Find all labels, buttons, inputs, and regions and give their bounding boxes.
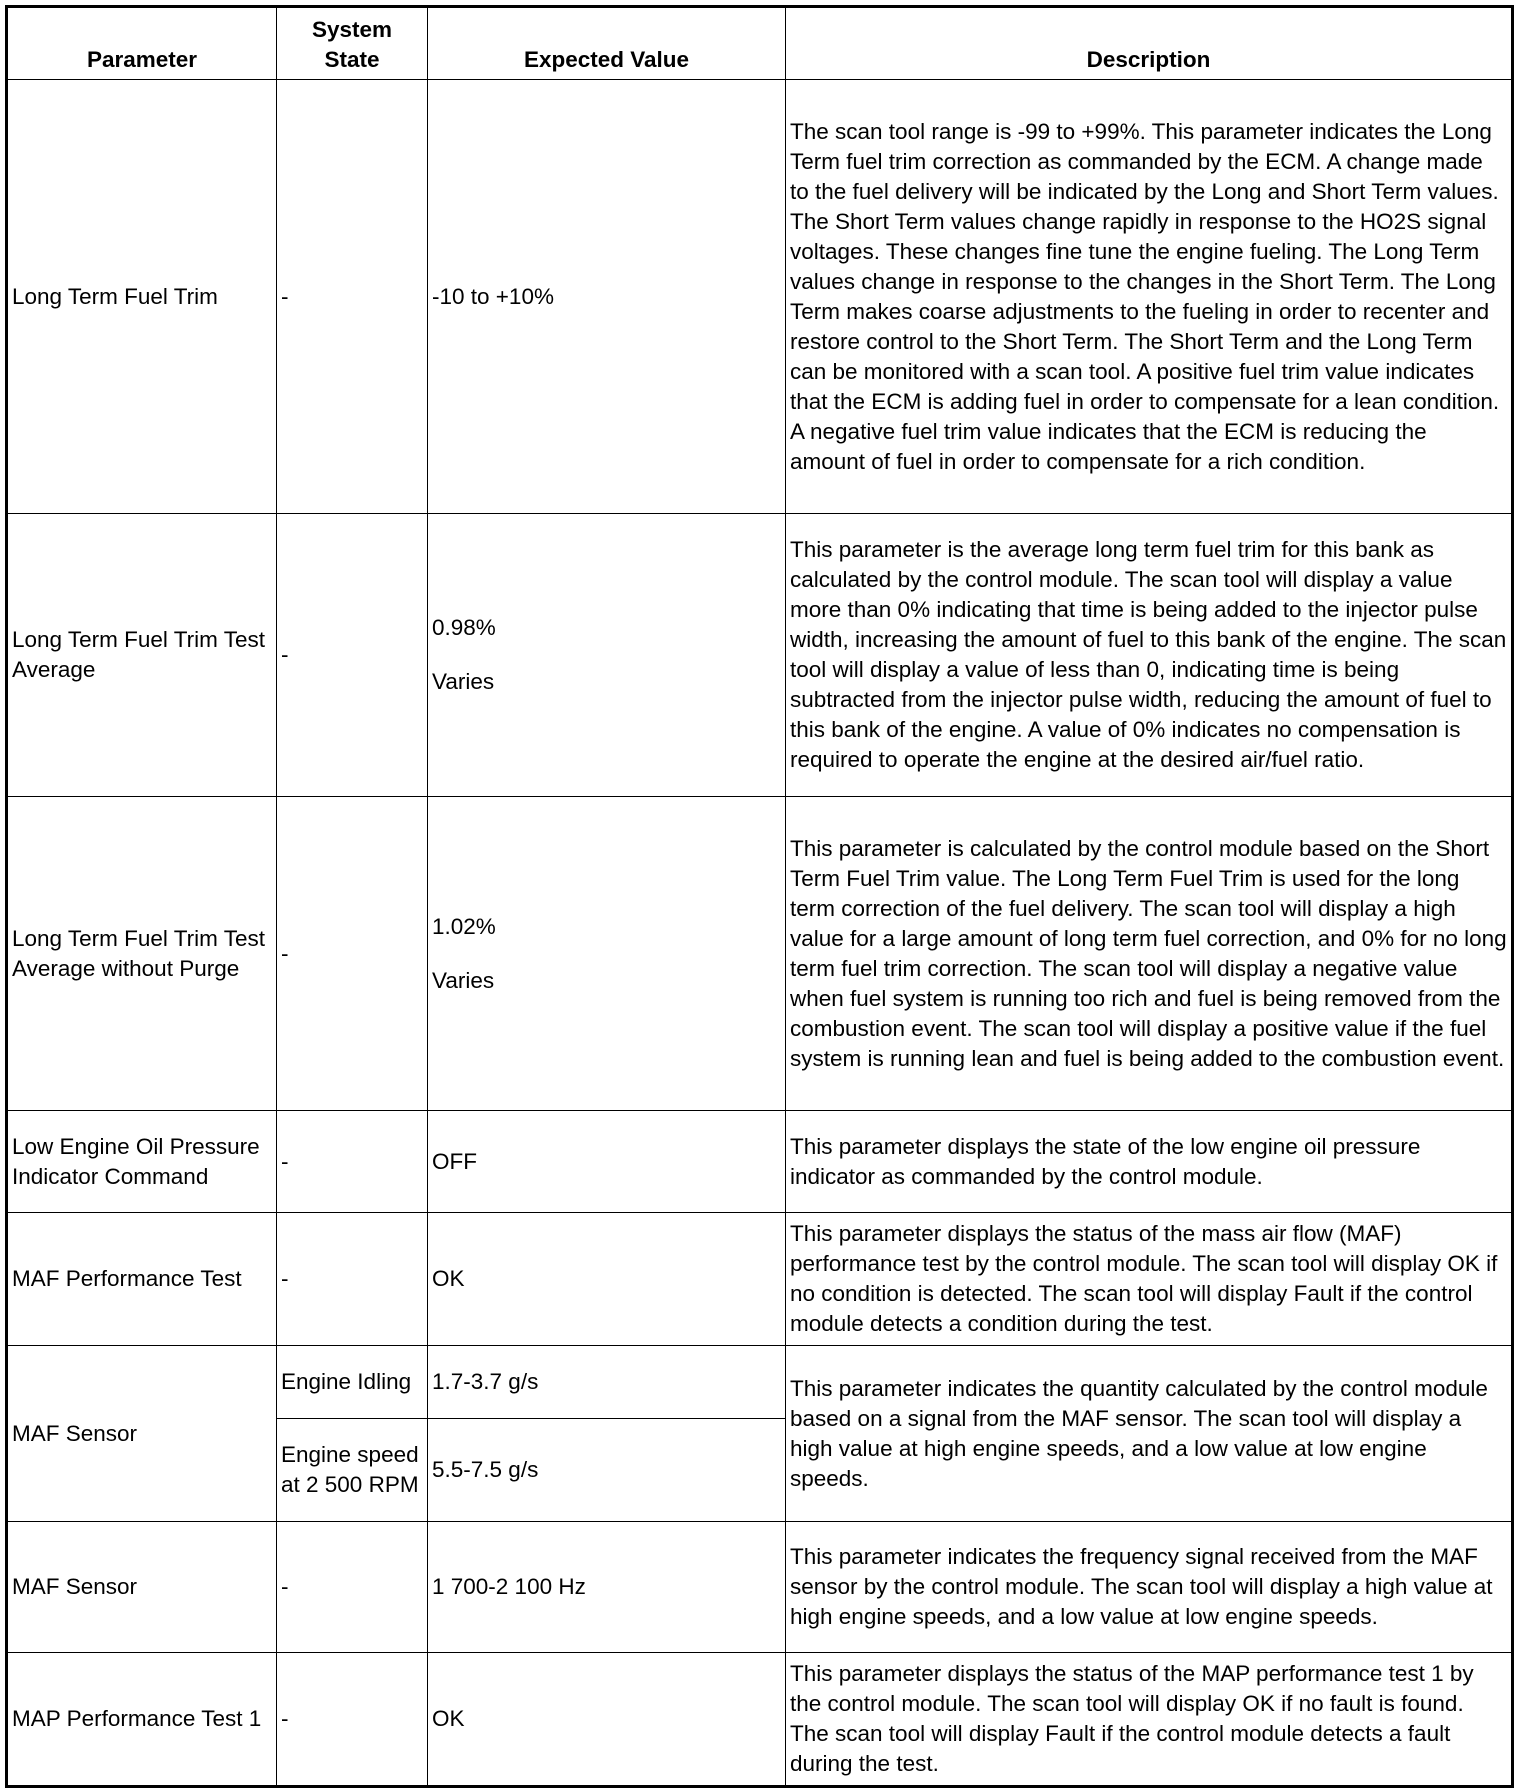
table-row — [7, 1653, 1513, 1787]
table-row — [7, 80, 1513, 514]
table-row — [7, 1346, 1513, 1419]
header-row — [7, 7, 1513, 80]
table-row — [7, 1522, 1513, 1653]
expected-value: -10 to +10% — [432, 283, 554, 309]
expected-value: 0.98% — [432, 615, 496, 640]
parameter-cell: MAF Sensor — [7, 1346, 277, 1522]
description-cell: This parameter is the average long term fuel trim for this bank as calculated by the control module. The scan tool will display a value more than 0% indicating that time is being added to the injector pulse width, increasing the amount of fuel to this bank of the engine. The scan tool will display a value of less than 0, indicating time is being subtracted from the injector pulse width, reducing the amount of fuel to this bank of the engine. A value of 0% indicates no compensation is required to operate the engine at the desired air/fuel ratio. — [786, 514, 1513, 797]
expected-value: 1 700-2 100 Hz — [432, 1574, 586, 1599]
expected-value-cell — [428, 1213, 786, 1346]
expected-value-cell: 5.5-7.5 g/s — [428, 1419, 786, 1522]
description-cell: The scan tool range is -99 to +99%. This parameter indicates the Long Term fuel trim correction as commanded by the ECM. A change made to the fuel delivery will be indicated by the Long and Short Term values. The Short Term values change rapidly in response to the HO2S signal voltages. These changes fine tune the engine fueling. The Long Term values change in response to the changes in the Short Term. The Long Term makes coarse adjustments to the fueling in order to recenter and restore control to the Short Term. The Short Term and the Long Term can be monitored with a scan tool. A positive fuel trim value indicates that the ECM is adding fuel in order to compensate for a lean condition. A negative fuel trim value indicates that the ECM is reducing the amount of fuel in order to compensate for a rich condition. — [786, 80, 1513, 514]
description-cell: This parameter is calculated by the control module based on the Short Term Fuel Trim value. The Long Term Fuel Trim is used for the long term correction of the fuel delivery. The scan tool will display a high value for a large amount of long term fuel correction, and 0% for no long term fuel trim correction. The scan tool will display a negative value when fuel system is running too rich and fuel is being removed from the combustion event. The scan tool will display a positive value if the fuel system is running lean and fuel is being added to the combustion event. — [786, 797, 1513, 1111]
table-row — [7, 1213, 1513, 1346]
parameter-cell: Long Term Fuel Trim — [7, 80, 277, 514]
system-state-cell: - — [277, 1213, 428, 1346]
expected-value: Varies — [432, 669, 495, 694]
parameter-cell: MAP Performance Test 1 — [7, 1653, 277, 1787]
expected-value-cell: 1.7-3.7 g/s — [428, 1346, 786, 1419]
parameter-table — [5, 5, 1514, 1788]
expected-value: Varies — [432, 967, 495, 993]
expected-value-cell — [428, 1522, 786, 1653]
expected-value: OFF — [432, 1148, 477, 1174]
expected-value-cell — [428, 797, 786, 1111]
parameter-cell: MAF Performance Test — [7, 1213, 277, 1346]
parameter-cell: Long Term Fuel Trim Test Average — [7, 514, 277, 797]
header-system-state: System State — [277, 7, 428, 80]
system-state-cell: - — [277, 1111, 428, 1213]
description-cell: This parameter displays the state of the low engine oil pressure indicator as commanded by the control module. — [786, 1111, 1513, 1213]
expected-value-cell — [428, 1653, 786, 1787]
description-cell: This parameter displays the status of the mass air flow (MAF) performance test by the control module. The scan tool will display OK if no condition is detected. The scan tool will display Fault if the control module detects a condition during the test. — [786, 1213, 1513, 1346]
table-row — [7, 514, 1513, 797]
parameter-cell: Long Term Fuel Trim Test Average without Purge — [7, 797, 277, 1111]
description-cell: This parameter indicates the frequency signal received from the MAF sensor by the control module. The scan tool will display a high value at high engine speeds, and a low value at low engine speeds. — [786, 1522, 1513, 1653]
system-state-cell: - — [277, 80, 428, 514]
expected-value: OK — [432, 1266, 465, 1291]
system-state-cell: - — [277, 1653, 428, 1787]
parameter-cell: MAF Sensor — [7, 1522, 277, 1653]
system-state-cell: - — [277, 797, 428, 1111]
header-parameter: Parameter — [7, 7, 277, 80]
expected-value-cell — [428, 514, 786, 797]
system-state-cell: Engine speed at 2 500 RPM — [277, 1419, 428, 1522]
header-description: Description — [786, 7, 1513, 80]
expected-value: OK — [432, 1706, 465, 1731]
system-state-cell: - — [277, 514, 428, 797]
system-state-cell: Engine Idling — [277, 1346, 428, 1419]
expected-value-cell — [428, 1111, 786, 1213]
parameter-cell: Low Engine Oil Pressure Indicator Command — [7, 1111, 277, 1213]
expected-value-cell — [428, 80, 786, 514]
description-cell: This parameter displays the status of the MAP performance test 1 by the control module. The scan tool will display OK if no fault is found. The scan tool will display Fault if the control module detects a fault during the test. — [786, 1653, 1513, 1787]
system-state-cell: - — [277, 1522, 428, 1653]
header-expected-value: Expected Value — [428, 7, 786, 80]
expected-value: 1.02% — [432, 913, 496, 939]
table-row — [7, 797, 1513, 1111]
table-row — [7, 1111, 1513, 1213]
description-cell: This parameter indicates the quantity calculated by the control module based on a signal from the MAF sensor. The scan tool will display a high value at high engine speeds, and a low value at low engine speeds. — [786, 1346, 1513, 1522]
